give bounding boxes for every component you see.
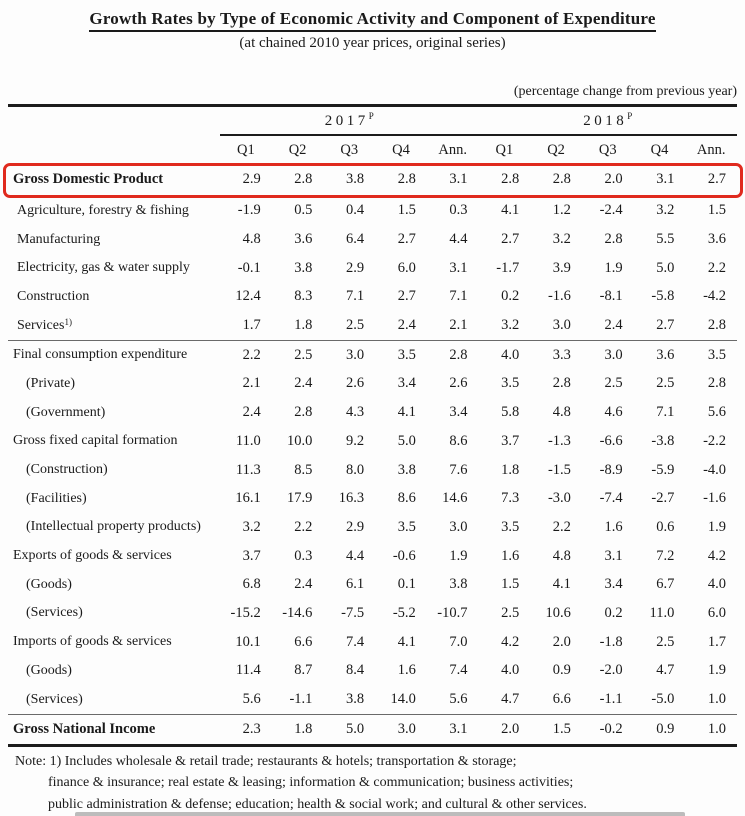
value-cell: 3.6	[707, 231, 727, 248]
value-cell: 3.8	[345, 691, 365, 708]
value-cell: 3.5	[707, 346, 727, 363]
value-cell: 0.2	[501, 288, 520, 305]
table-row	[8, 254, 737, 283]
value-cell: 4.2	[501, 633, 520, 650]
table-row	[8, 715, 737, 744]
value-cell: 2.8	[707, 317, 727, 334]
value-cell: 1.9	[449, 547, 468, 564]
value-cell: 2.8	[707, 375, 727, 392]
column-header-q1-2018: Q1	[495, 141, 514, 158]
value-cell: 5.6	[242, 691, 261, 708]
value-cell: -1.6	[547, 288, 571, 305]
value-cell: 4.7	[501, 691, 520, 708]
column-header-q2-2018: Q2	[547, 141, 565, 158]
column-header-q4-2018: Q4	[650, 141, 669, 158]
value-cell: 4.8	[552, 404, 571, 421]
value-cell: 2.4	[242, 404, 261, 421]
value-cell: 6.7	[656, 576, 675, 593]
year-header-spacer	[8, 107, 220, 136]
value-cell: 4.1	[397, 633, 416, 650]
value-cell: 3.6	[294, 231, 313, 248]
value-cell: 7.1	[449, 288, 468, 305]
value-cell: 2.4	[294, 375, 313, 392]
column-header-q1-2017: Q1	[236, 141, 255, 158]
value-cell: 1.0	[707, 691, 727, 708]
value-cell: 3.9	[552, 259, 571, 276]
row-label: (Services)	[26, 605, 83, 621]
value-cell: 2.8	[552, 375, 571, 392]
value-cell: 7.0	[449, 633, 468, 650]
value-cell: -15.2	[230, 604, 261, 621]
value-cell: 6.4	[345, 231, 365, 248]
value-cell: 1.7	[242, 317, 261, 334]
value-cell: 2.5	[656, 375, 675, 392]
value-cell: 0.6	[656, 518, 675, 535]
value-cell: -2.2	[703, 432, 727, 449]
value-cell: 3.5	[397, 346, 416, 363]
value-cell: 8.4	[345, 662, 365, 679]
table-row	[8, 164, 737, 197]
value-cell: 3.7	[501, 432, 520, 449]
value-cell: 3.8	[397, 461, 416, 478]
value-cell: 3.0	[449, 518, 468, 535]
column-header-q3-2018: Q3	[598, 141, 617, 158]
value-cell: 2.0	[501, 720, 520, 737]
value-cell: 4.8	[242, 231, 261, 248]
row-label: Electricity, gas & water supply	[17, 260, 190, 276]
value-cell: -4.2	[703, 288, 727, 305]
value-cell: 11.4	[235, 662, 261, 679]
table-row	[8, 197, 737, 226]
value-cell: 10.1	[235, 633, 261, 650]
value-cell: 2.4	[294, 576, 313, 593]
row-label: (Goods)	[26, 576, 72, 592]
column-header-q4-2017: Q4	[392, 141, 410, 158]
value-cell: 1.6	[604, 518, 623, 535]
row-label: (Intellectual property products)	[26, 519, 201, 535]
title-block	[0, 0, 745, 32]
value-cell: 1.5	[397, 202, 416, 219]
year-group-2018	[479, 111, 738, 130]
value-cell: 2.9	[242, 171, 261, 188]
value-cell: -7.4	[599, 490, 623, 507]
table-row	[8, 341, 737, 370]
column-header-ann-2018: Ann.	[696, 141, 726, 158]
footnote-line: public administration & defense; education; health & social work; and cultural & other services.	[48, 796, 587, 812]
value-cell: 3.8	[449, 576, 468, 593]
year-label: 2018	[583, 113, 628, 129]
year-group-2017	[220, 111, 479, 130]
value-cell: 17.9	[287, 490, 313, 507]
table-row	[8, 484, 737, 513]
row-label: Final consumption expenditure	[13, 347, 188, 363]
value-cell: 2.8	[449, 346, 468, 363]
row-label: Manufacturing	[17, 231, 101, 247]
subtitle: (at chained 2010 year prices, original series)	[239, 35, 506, 51]
value-cell: 4.1	[501, 202, 520, 219]
row-label: Gross National Income	[13, 720, 156, 737]
row-label: Imports of goods & services	[13, 634, 172, 650]
column-header-q3-2017: Q3	[340, 141, 359, 158]
value-cell: 2.5	[604, 375, 623, 392]
value-cell: 1.0	[707, 720, 727, 737]
row-label: Services$^{1)}$	[17, 317, 72, 334]
value-cell: 1.5	[501, 576, 520, 593]
value-cell: 0.3	[294, 547, 313, 564]
growth-rates-table	[8, 104, 737, 747]
row-label: (Private)	[26, 375, 75, 391]
value-cell: 3.4	[397, 375, 416, 392]
value-cell: 6.8	[242, 576, 261, 593]
value-cell: 11.0	[649, 604, 675, 621]
value-cell: 1.8	[294, 720, 313, 737]
value-cell: 4.8	[552, 547, 571, 564]
value-cell: 2.3	[242, 720, 261, 737]
value-cell: 8.6	[397, 490, 416, 507]
value-cell: -10.7	[437, 604, 468, 621]
value-cell: -2.4	[599, 202, 623, 219]
value-cell: 6.6	[294, 633, 313, 650]
value-cell: 5.0	[656, 259, 675, 276]
value-cell: 5.0	[345, 720, 365, 737]
value-cell: -1.8	[599, 633, 623, 650]
value-cell: 2.7	[397, 231, 416, 248]
value-cell: -6.6	[599, 432, 623, 449]
value-cell: 6.0	[397, 259, 416, 276]
footnote-line: finance & insurance; real estate & leasing; information & communication; business activities;	[48, 775, 574, 791]
value-cell: 4.7	[656, 662, 675, 679]
table-row	[8, 685, 737, 714]
row-label: (Government)	[26, 404, 106, 420]
value-cell: -3.8	[651, 432, 675, 449]
value-cell: 2.8	[397, 171, 416, 188]
value-cell: 1.9	[707, 662, 727, 679]
value-cell: 4.0	[501, 662, 520, 679]
value-cell: 5.0	[397, 432, 416, 449]
value-cell: 10.0	[287, 432, 313, 449]
value-cell: 1.2	[552, 202, 571, 219]
value-cell: 3.1	[604, 547, 623, 564]
row-label: Gross fixed capital formation	[13, 433, 178, 449]
value-cell: 1.9	[604, 259, 623, 276]
value-cell: 6.6	[552, 691, 571, 708]
year-label: 2017	[324, 113, 369, 129]
value-cell: 7.2	[656, 547, 675, 564]
value-cell: 3.0	[604, 346, 623, 363]
value-cell: 5.8	[501, 404, 520, 421]
value-cell: 3.6	[656, 346, 675, 363]
value-cell: 14.0	[390, 691, 416, 708]
value-cell: 2.2	[242, 346, 261, 363]
value-cell: 2.6	[449, 375, 468, 392]
value-cell: 3.2	[552, 231, 571, 248]
row-label: Gross Domestic Product	[13, 171, 164, 188]
table-row	[8, 456, 737, 485]
value-cell: 2.5	[345, 317, 365, 334]
value-cell: 2.8	[501, 171, 520, 188]
table-row	[8, 542, 737, 571]
table-bottom-rule	[8, 744, 737, 747]
value-cell: 5.6	[449, 691, 468, 708]
footnote	[15, 751, 737, 816]
value-cell: -1.7	[496, 259, 520, 276]
value-cell: 9.2	[345, 432, 365, 449]
table-row	[8, 283, 737, 312]
value-cell: -3.0	[547, 490, 571, 507]
value-cell: -2.7	[651, 490, 675, 507]
value-cell: -5.9	[651, 461, 675, 478]
value-cell: 3.5	[501, 375, 520, 392]
value-cell: 4.0	[707, 576, 727, 593]
value-cell: 4.4	[345, 547, 365, 564]
value-cell: 2.9	[345, 518, 365, 535]
value-cell: 3.8	[345, 171, 365, 188]
value-cell: 7.1	[345, 288, 365, 305]
value-cell: 8.5	[294, 461, 313, 478]
value-cell: 3.1	[449, 171, 468, 188]
value-cell: 0.2	[604, 604, 623, 621]
value-cell: -0.6	[392, 547, 416, 564]
value-cell: 1.5	[707, 202, 727, 219]
value-cell: 16.3	[338, 490, 365, 507]
value-cell: 11.0	[235, 432, 261, 449]
value-cell: 3.8	[294, 259, 313, 276]
value-cell: -1.5	[547, 461, 571, 478]
value-cell: 3.0	[397, 720, 416, 737]
value-cell: 2.0	[552, 633, 571, 650]
value-cell: 1.7	[707, 633, 727, 650]
value-cell: 7.4	[449, 662, 468, 679]
value-cell: 8.0	[345, 461, 365, 478]
value-cell: 7.6	[449, 461, 468, 478]
table-row	[8, 513, 737, 542]
value-cell: -7.5	[341, 604, 365, 621]
value-cell: 3.1	[656, 171, 675, 188]
value-cell: 4.3	[345, 404, 365, 421]
value-cell: 8.7	[294, 662, 313, 679]
value-cell: 4.1	[397, 404, 416, 421]
value-cell: 0.9	[656, 720, 675, 737]
value-cell: 2.8	[552, 171, 571, 188]
table-row	[8, 427, 737, 456]
table-row	[8, 628, 737, 657]
value-cell: 3.1	[449, 720, 468, 737]
value-cell: -8.9	[599, 461, 623, 478]
value-cell: 1.8	[294, 317, 313, 334]
value-cell: -1.1	[289, 691, 313, 708]
value-cell: 3.5	[397, 518, 416, 535]
value-cell: 2.7	[707, 171, 727, 188]
value-cell: -5.8	[651, 288, 675, 305]
value-cell: 2.6	[345, 375, 365, 392]
value-cell: 2.7	[501, 231, 520, 248]
value-cell: -5.0	[651, 691, 675, 708]
row-label: Exports of goods & services	[13, 548, 172, 564]
column-header-ann-2017: Ann.	[438, 141, 467, 158]
value-cell: 4.4	[449, 231, 468, 248]
year-header-row	[8, 107, 737, 136]
value-cell: -8.1	[599, 288, 623, 305]
cutoff-text-artifact	[75, 812, 685, 816]
row-label: Construction	[17, 288, 90, 304]
footnote-marker: 1)	[64, 317, 72, 328]
value-cell: 8.6	[449, 432, 468, 449]
value-cell: 4.1	[552, 576, 571, 593]
value-cell: 14.6	[442, 490, 468, 507]
value-cell: 0.1	[397, 576, 416, 593]
value-cell: 2.5	[656, 633, 675, 650]
value-cell: 7.1	[656, 404, 675, 421]
table-row	[8, 370, 737, 399]
value-cell: 7.4	[345, 633, 365, 650]
value-cell: -1.3	[547, 432, 571, 449]
footnote-line: Note: 1) Includes wholesale & retail trade; restaurants & hotels; transportation & storage;	[15, 753, 517, 769]
value-cell: -5.2	[392, 604, 416, 621]
value-cell: 3.5	[501, 518, 520, 535]
value-cell: 2.9	[345, 259, 365, 276]
quarter-header-row	[8, 136, 737, 164]
row-label: (Goods)	[26, 662, 72, 678]
table-row	[8, 599, 737, 628]
value-cell: 2.7	[656, 317, 675, 334]
value-cell: 2.4	[397, 317, 416, 334]
value-cell: -1.1	[599, 691, 623, 708]
row-label: Agriculture, forestry & fishing	[17, 202, 189, 218]
value-cell: 3.0	[552, 317, 571, 334]
value-cell: 6.1	[345, 576, 365, 593]
value-cell: 0.9	[552, 662, 571, 679]
value-cell: -0.2	[599, 720, 623, 737]
table-row	[8, 398, 737, 427]
table-row	[8, 311, 737, 340]
value-cell: 10.6	[545, 604, 571, 621]
value-cell: 3.2	[501, 317, 520, 334]
value-cell: -0.1	[237, 259, 261, 276]
provisional-superscript: P	[627, 111, 633, 121]
value-cell: 2.1	[242, 375, 261, 392]
value-cell: 3.3	[552, 346, 571, 363]
value-cell: 3.0	[345, 346, 365, 363]
value-cell: 1.6	[501, 547, 520, 564]
value-cell: 2.8	[294, 171, 313, 188]
value-cell: -2.0	[599, 662, 623, 679]
value-cell: 5.6	[707, 404, 727, 421]
row-label: (Construction)	[26, 462, 108, 478]
value-cell: -1.6	[703, 490, 727, 507]
value-cell: 1.6	[397, 662, 416, 679]
value-cell: 12.4	[235, 288, 261, 305]
value-cell: 1.5	[552, 720, 571, 737]
value-cell: 7.3	[501, 490, 520, 507]
table-row	[8, 570, 737, 599]
table-body	[8, 164, 737, 744]
provisional-superscript: P	[368, 111, 374, 121]
value-cell: 0.5	[294, 202, 313, 219]
value-cell: 2.8	[294, 404, 313, 421]
value-cell: 4.6	[604, 404, 623, 421]
value-cell: 2.7	[397, 288, 416, 305]
value-cell: 3.1	[449, 259, 468, 276]
unit-caption: (percentage change from previous year)	[513, 84, 737, 99]
value-cell: 5.5	[656, 231, 675, 248]
value-cell: 1.9	[707, 518, 727, 535]
value-cell: 2.5	[501, 604, 520, 621]
value-cell: 6.0	[707, 604, 727, 621]
value-cell: 4.2	[707, 547, 727, 564]
value-cell: 2.5	[294, 346, 313, 363]
value-cell: 2.8	[604, 231, 623, 248]
value-cell: 3.2	[242, 518, 261, 535]
value-cell: 2.2	[707, 259, 727, 276]
value-cell: 2.4	[604, 317, 623, 334]
value-cell: 3.4	[449, 404, 468, 421]
value-cell: 0.4	[345, 202, 365, 219]
value-cell: 16.1	[235, 490, 261, 507]
value-cell: 3.4	[604, 576, 623, 593]
value-cell: -4.0	[703, 461, 727, 478]
value-cell: 0.3	[449, 202, 468, 219]
value-cell: 2.1	[449, 317, 468, 334]
value-cell: 2.0	[604, 171, 623, 188]
table-row	[8, 657, 737, 686]
year-groups	[220, 107, 737, 136]
value-cell: 3.7	[242, 547, 261, 564]
value-cell: 2.2	[294, 518, 313, 535]
value-cell: 1.8	[501, 461, 520, 478]
table-row	[8, 225, 737, 254]
value-cell: 2.2	[552, 518, 571, 535]
row-label: (Facilities)	[26, 490, 87, 506]
value-cell: 3.2	[656, 202, 675, 219]
value-cell: 4.0	[501, 346, 520, 363]
column-header-q2-2017: Q2	[288, 141, 307, 158]
page-title: Growth Rates by Type of Economic Activity and Component of Expenditure	[89, 9, 655, 32]
value-cell: -14.6	[282, 604, 313, 621]
value-cell: -1.9	[237, 202, 261, 219]
row-label: (Services)	[26, 691, 83, 707]
value-cell: 11.3	[235, 461, 261, 478]
value-cell: 8.3	[294, 288, 313, 305]
